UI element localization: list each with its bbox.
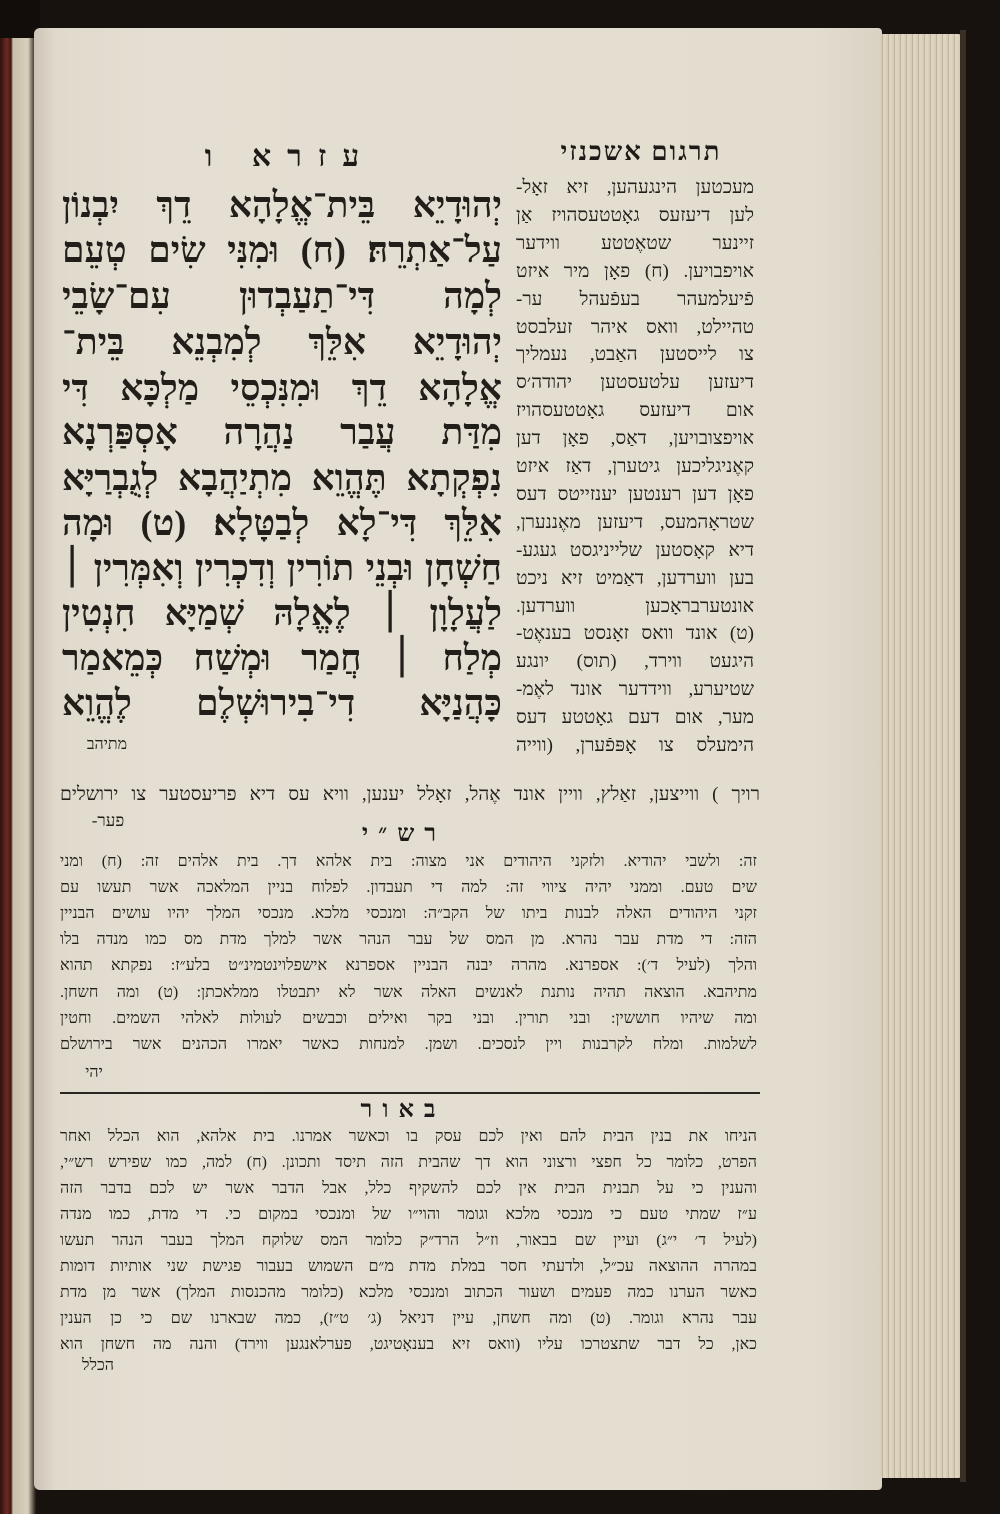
rashi-line: ומה שיהיו חוששין: ובני תורין. ובני בקר ואילים וכבשים לעולות לאלהי השמים. וחטין	[60, 1010, 757, 1027]
beur-line: כאן, כל דבר שתצטרכו עליו (וואס זיא בענאָטיגט, פערלאנגען ווירד) והנה מה חשחן הוא	[60, 1336, 757, 1353]
rashi-line: שים טעם. וממני יהיה ציווי זה: למה די תעבדון. לפלוח בניין המלאכה אשר תעשו עם	[60, 879, 757, 896]
rashi-line: מתיהבא. הוצאה תהיה נותנת לאנשים האלה אשר לא יתבטלו ממלאכתן: (ט) ומה חשחן.	[60, 984, 757, 1001]
rashi-catchword: יהי	[85, 1064, 103, 1081]
targum-line: פאָן דען רענטען יענזייטס דעס	[516, 484, 754, 505]
targum-continuation-line: רויך ) ווייצען, זאַלץ, וויין אונד אֶהל, זאָלל יענען, וויא עס דיא פריעסטער צו ירושלים	[60, 784, 760, 805]
keri-note: מתיהב	[86, 736, 128, 753]
rashi-line: הזה: די מדת עבר נהרא. מן המס של עבר הנהר אשר למלך מדת מס כמו מנדה בלו	[60, 931, 757, 948]
beur-catchword: הכלל	[82, 1357, 114, 1374]
rashi-line: והלך (לעיל ד׳): אספרנא. מהרה יבנה הבניין אספרנא אישפלוינטמינ״ט בלע״ז: נפקתא תהוא	[60, 957, 757, 974]
aramaic-line: יְהוּדָיֵא אִלֵּךְ לְמִבְנֵא בֵּית־	[62, 322, 502, 362]
beur-line: הפרט, כלומר כל חפצי ורצוני הוא דך שהבית הזה תיסד ותכונן. (ח) למה, כמו שפירש רש״י,	[60, 1154, 757, 1171]
targum-catchword: פער-	[91, 811, 125, 830]
targum-line: קאֶניגליכען גיטערן, דאַז איזט	[516, 456, 754, 477]
aramaic-line: לְמָה דִּי־תַעַבְדוּן עִם־שָׂבֵי	[62, 276, 502, 316]
targum-line: היגעט ווירד, (תוס) יונגע	[516, 651, 754, 672]
targum-line: דיעזען עלטעסטען יהודה׳ס	[516, 372, 754, 393]
targum-line: שטיערע, ווידדער אונד לאֶמ-	[516, 679, 754, 700]
targum-line: אונטערבראָכען ווערדען.	[516, 596, 754, 617]
rashi-heading: רש״י	[361, 821, 447, 847]
beur-line: והענין כי על תבנית הבית אין לכם להשקיף כלל, אבל הדבר אשר יש לכם בדבר הזה	[60, 1180, 757, 1197]
previous-page-edge	[0, 0, 36, 1514]
targum-line: דיא קאָסטען שלייניגסט געגע-	[516, 540, 754, 561]
targum-line: טהיילט, וואס איהר זעלבסט	[516, 317, 754, 338]
aramaic-line: לַעֲלָוָן ׀ לֶאֱלָהּ שְׁמַיָּא חִנְטִין	[62, 593, 502, 633]
targum-line: שטראָהמעס, דיעזען מאֶננערן,	[516, 512, 754, 533]
beur-line: במהרה ההוצאה עכ״ל, ולדעתי חסר במלת מדת מ״ם השמוש בעבור פגישת שני אותיות דומות	[60, 1258, 757, 1275]
targum-header: תרגום אשכנזי	[560, 137, 722, 166]
targum-line: אום דיעזעס גאָטטעסהויז	[516, 400, 754, 421]
targum-line: הימעלס צו אָפּפֿערן, (ווייה	[516, 735, 754, 756]
targum-line: בען ווערדען, דאַמיט זיא ניכט	[516, 568, 754, 589]
targum-line: מעכטען הינגעהען, זיא זאָל-	[516, 177, 754, 198]
beur-line: כאשר הערנו כמה פעמים ושעור הכתוב ומנכסי מלכא (כלומר מהכנסות המלך) אשר מן מדת	[60, 1284, 757, 1301]
rashi-line: זה: ולשבי יהודיא. ולזקני היהודים אני מצוה: בית אלהא דך. בית אלהים זה: (ח) ומני	[60, 853, 757, 870]
aramaic-line: מִדַּת עֲבַר נַהֲרָה אָסְפַּרְנָא	[62, 412, 502, 452]
beur-line: (לעיל ד׳ י״ג) ועיין שם בבאור, וז״ל הרד״ק כלומר המס שלוקח המלך בעבר הנהר תעשו	[60, 1232, 757, 1249]
targum-line: זיינער שטאֶטטע ווידער	[516, 233, 754, 254]
chapter-header: עזרא ו	[204, 140, 376, 173]
aramaic-line: מְלַח ׀ חֲמַר וּמְשַׁח כְּמֵאמַר	[62, 638, 502, 678]
rashi-line: לשלמות. ומלח לקרבנות ויין לנסכים. ושמן. למנחות כאשר יאמרו הכהנים אשר בירושלם	[60, 1036, 757, 1053]
aramaic-line: עַל־אַתְרֵהּ׃ (ח) וּמִנִּי שִׂים טְעֵם	[62, 230, 502, 270]
beur-heading: באור	[360, 1097, 446, 1123]
aramaic-line: יְהוּדָיֵא בֵּית־אֱלָהָא דֵךְ יִבְנוֹן	[62, 185, 502, 225]
rashi-line: זקני היהודים האלה לבנות ביתו של הקב״ה: ומנכסי מלכא. מנכסי המלך יהיו עושים הבניין	[60, 905, 757, 922]
beur-line: הניחו את בנין הבית להם ואין לכם עסק בו וכאשר אמרנו. בית אלהא, הוא הכלל ואחר	[60, 1128, 757, 1145]
targum-line: לען דיעזעס גאָטטעסהויז אַן	[516, 205, 754, 226]
targum-line: אויפצובויען, דאַס, פאָן דען	[516, 428, 754, 449]
aramaic-line: אִלֵּךְ דִּי־לָא לְבַטָּלָא׃ (ט) וּמָה	[62, 503, 502, 543]
targum-line: אויפבויען. (ח) פאָן מיר איזט	[516, 261, 754, 282]
targum-line: פֿיעלמעהר בעפֿעהל ער-	[516, 289, 754, 310]
beur-line: עבר נהרא וגומר. (ט) ומה חשחן, עיין דניאל (ג׳ ט״ז), כמה שבארנו שם כי כן הענין	[60, 1310, 757, 1327]
beur-line: ע״ז שמתי טעם כי מנכסי מלכא וגומר והוי״ו של ומנכסי במקום כי. די מדת, כמו מנדה	[60, 1206, 757, 1223]
aramaic-line: חַשְׁחָן וּבְנֵי תוֹרִין וְדִכְרִין וְאִמְּרִין ׀	[62, 548, 502, 588]
aramaic-line: אֱלָהָא דֵךְ וּמִנִּכְסֵי מַלְכָּא דִּי	[62, 368, 502, 408]
page-stack-edge	[880, 34, 964, 1478]
aramaic-line: כָּהֲנַיָּא דִי־בִירוּשְׁלֶם לֶהֱוֵא	[62, 683, 502, 723]
targum-line: מער, אום דעם גאָטטע דעס	[516, 707, 754, 728]
aramaic-line: נִפְקְתָא תֶּהֱוֵא מִתְיַהֲבָא לְגֻבְרַיָּא	[62, 458, 502, 498]
targum-line: (ט) אונד וואס זאָנסט בענאֶט-	[516, 623, 754, 644]
section-divider	[60, 1092, 760, 1094]
page-stack-shadow	[960, 30, 966, 1482]
targum-line: צו לייסטען האַבט, נעמליך	[516, 344, 754, 365]
